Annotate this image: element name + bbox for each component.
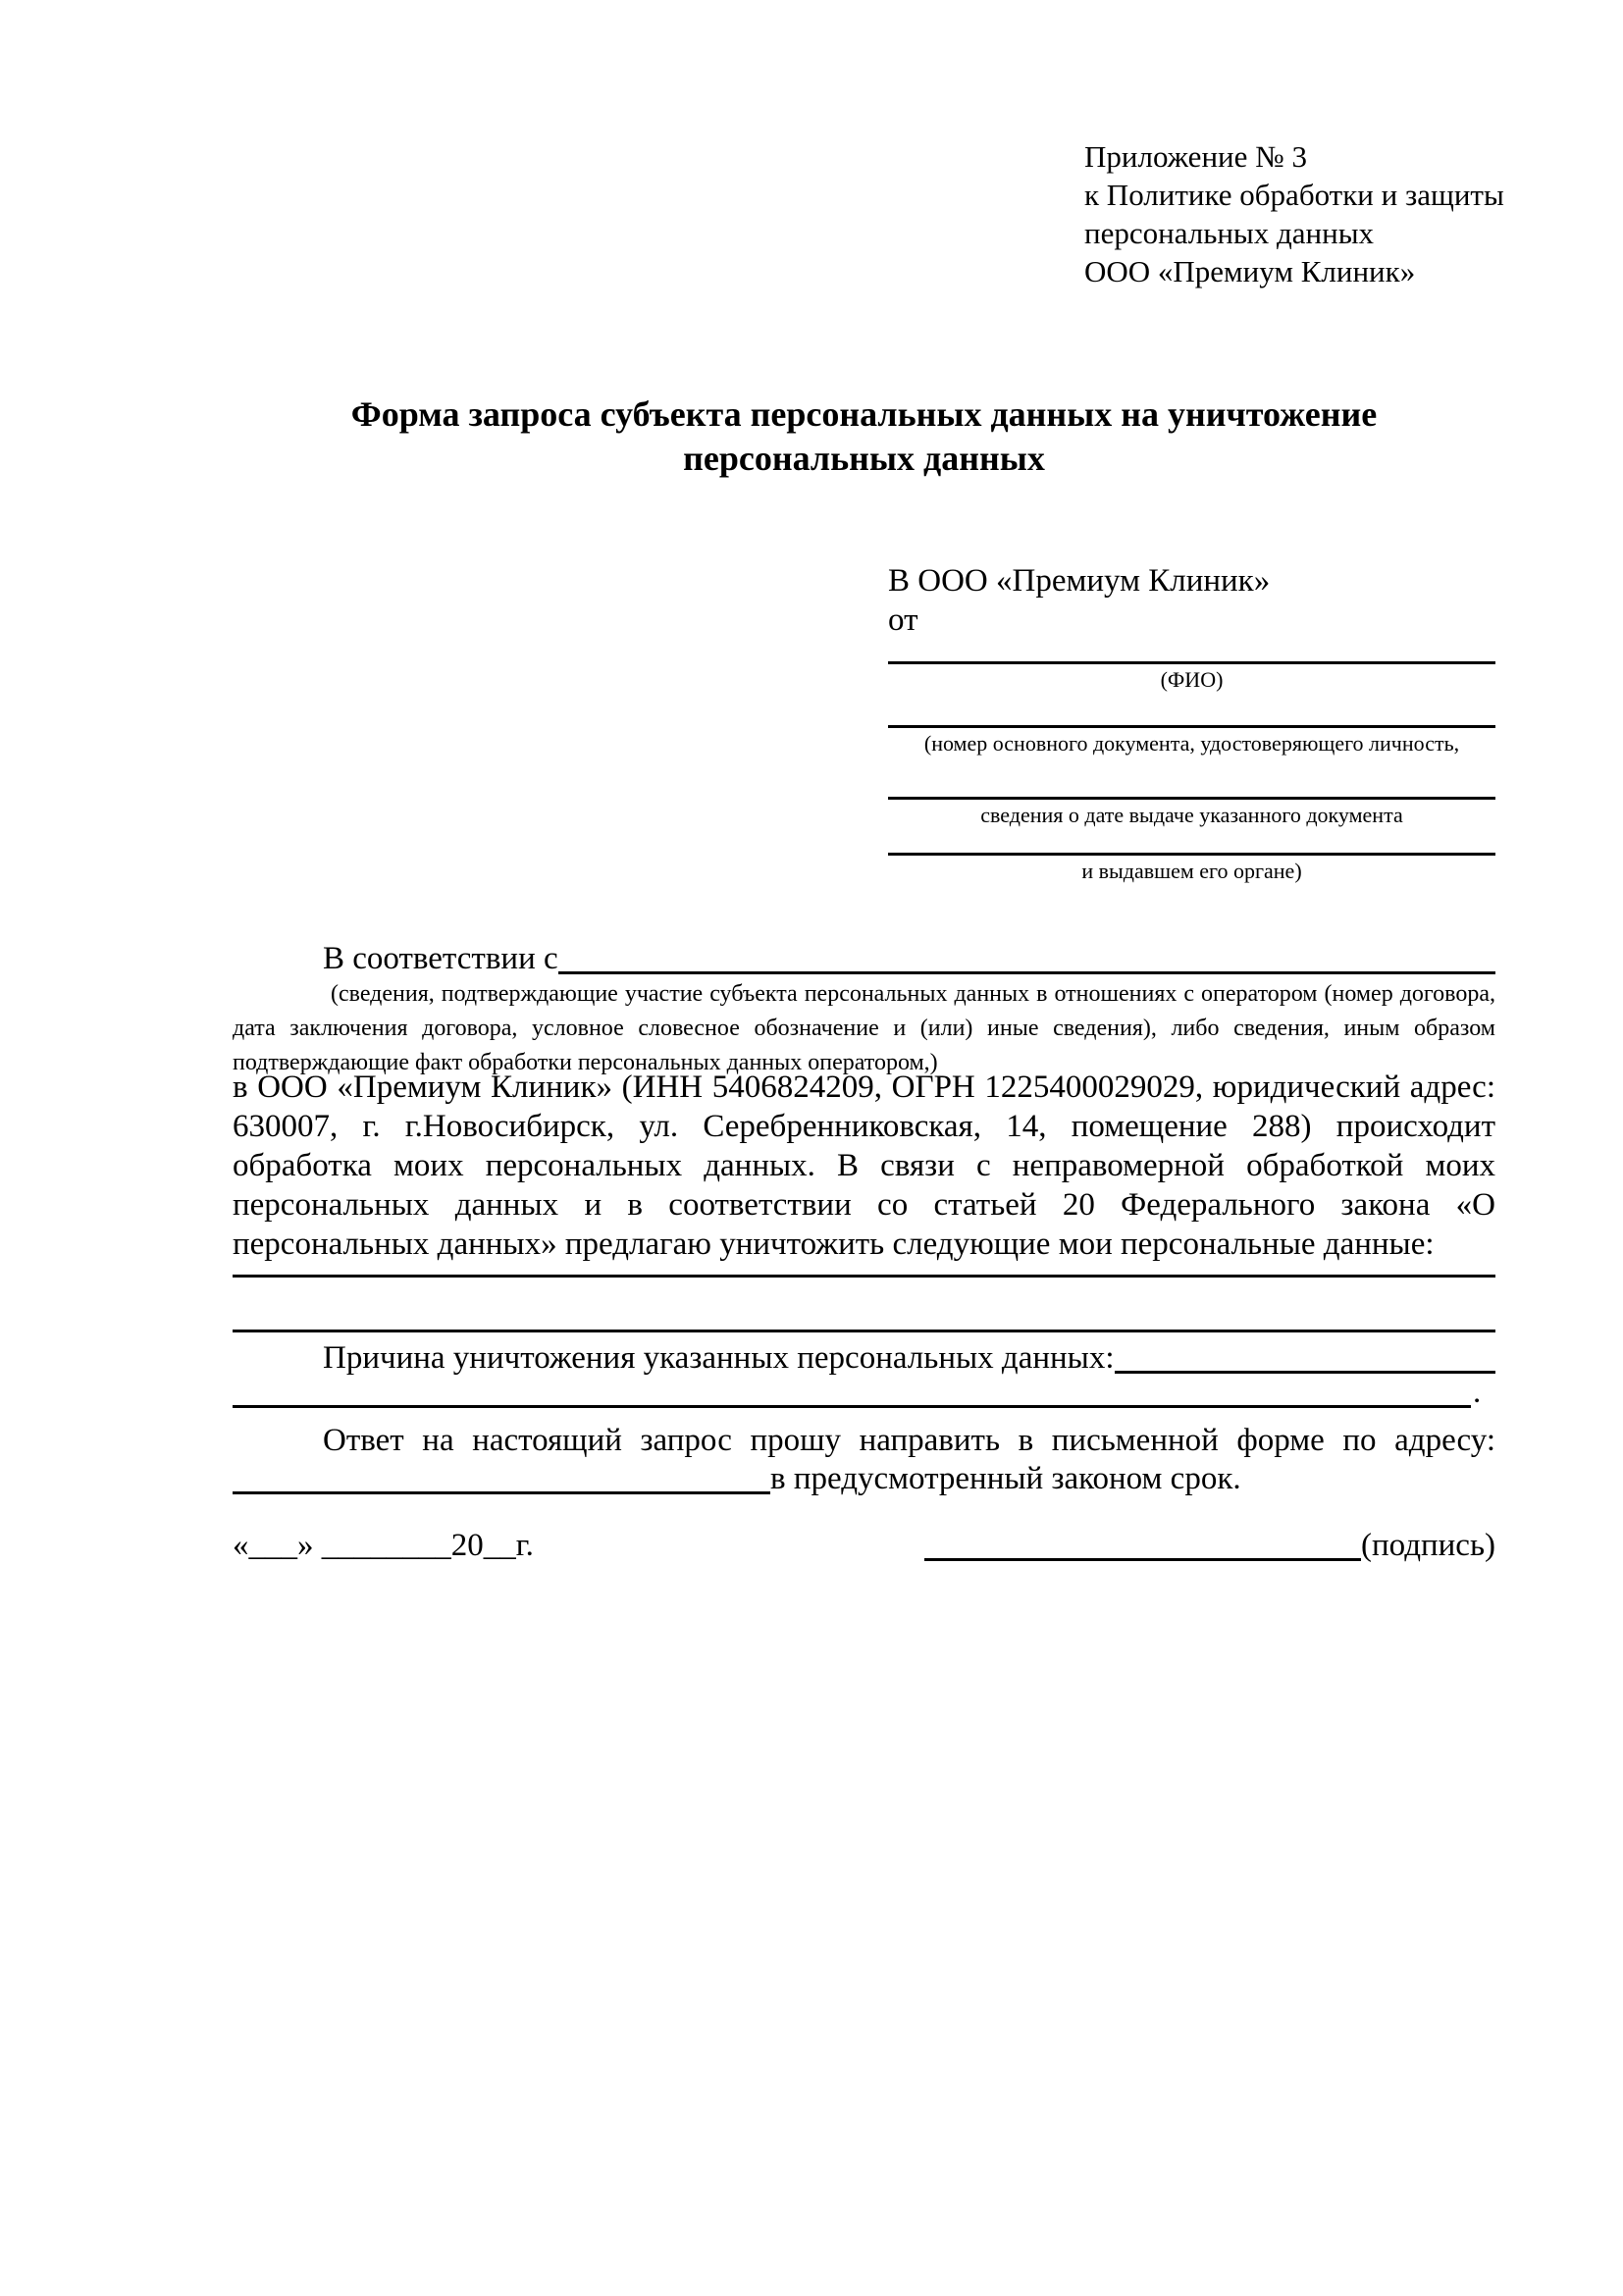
personal-data-blank-line-2 [233,1330,1495,1332]
document-date-blank-line [888,757,1495,800]
fio-caption: (ФИО) [1160,667,1224,692]
document-date-caption: сведения о дате выдаче указанного документа [980,803,1403,827]
reply-tail-text: в предусмотренный законом срок. [770,1461,1241,1496]
signature-area [924,1525,1495,1566]
explanatory-note: (сведения, подтверждающие участие субъекта персональных данных в отношениях с оператором (номер договора, дата заключения договора, условное словесное обозначение и (или) иные сведения), либо сведения, иным образом подтверждающие факт обработки персональных данных оператором,) [233,981,1495,1075]
date-blank: «___» ________20__г. [233,1528,534,1563]
main-paragraph: в ООО «Премиум Клиник» (ИНН 5406824209, ОГРН 1225400029029, юридический адрес: 630007, г. г.Новосибирск, ул. Серебренниковская, 14, помещение 288) происходит обработка моих персональных данных. В связи с неправомерной обработкой моих персональных данных и в соответствии со статьей 20 Федерального закона «О персональных данных» предлагаю уничтожить следующие мои персональные данные: [233,1070,1495,1262]
page-title-line-1: Форма запроса субъекта персональных данных на уничтожение [350,394,1378,434]
according-blank-line [558,942,1495,974]
addressee-company: В ООО «Премиум Клиник» [888,563,1271,599]
reason-period: . [1473,1375,1482,1410]
reply-request-paragraph: Ответ на настоящий запрос прошу направить в письменной форме по адресу: [323,1423,1495,1458]
document-issuer-caption: и выдавшем его органе) [1081,859,1302,883]
signature-caption: (подпись) [1361,1528,1495,1563]
reply-address-line [233,1458,1495,1499]
signature-blank-line [924,1529,1361,1561]
document-issuer-blank-line [888,828,1495,856]
reason-continuation-line [233,1372,1495,1413]
date-signature-row [233,1525,1495,1566]
page-title [233,392,1495,481]
addressee-block [888,561,1495,884]
appendix-policy-ref-2: персональных данных [1084,216,1375,250]
according-label: В соответствии с [323,941,558,976]
appendix-policy-ref: к Политике обработки и защиты [1084,178,1504,212]
address-blank-line [233,1462,770,1494]
reason-blank-line [1115,1341,1495,1374]
appendix-header [1084,137,1506,290]
personal-data-blank-line-1 [233,1275,1495,1278]
according-line [233,938,1495,979]
appendix-company: ООО «Премиум Клиник» [1084,254,1416,288]
document-number-blank-line [888,693,1495,728]
fio-blank-line [888,640,1495,664]
appendix-number: Приложение № 3 [1084,139,1307,174]
addressee-from-label: от [888,602,918,638]
reason-label: Причина уничтожения указанных персональных данных: [323,1340,1115,1376]
page-title-line-2: персональных данных [683,439,1045,478]
reason-blank-line-2 [233,1376,1471,1408]
document-number-caption: (номер основного документа, удостоверяющего личность, [923,731,1460,756]
